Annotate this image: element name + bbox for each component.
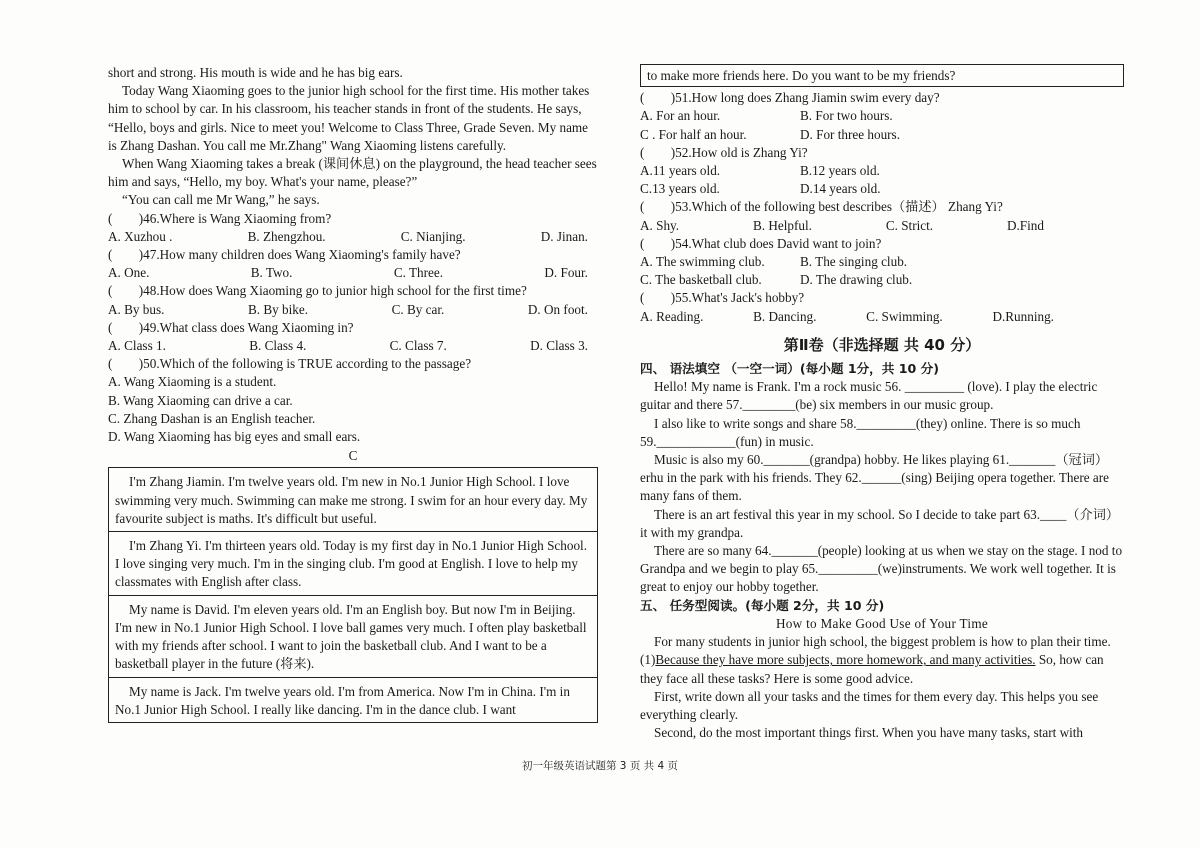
option: D. Jinan.	[540, 228, 588, 244]
option: B. Wang Xiaoming can drive a car.	[108, 392, 293, 408]
question-54-options	[640, 253, 1124, 271]
option: C . For half an hour.	[640, 126, 747, 142]
question-50: ( )50.Which of the following is TRUE according to the passage?	[108, 356, 472, 372]
option: C. Zhang Dashan is an English teacher.	[108, 410, 316, 426]
question-51-options	[640, 107, 1124, 125]
profile-box	[109, 678, 597, 723]
part-two-heading: 第Ⅱ卷（非选择题 共 40 分）	[783, 335, 981, 354]
option: A. Wang Xiaoming is a student.	[108, 374, 277, 390]
cloze-paragraph: I also like to write songs and share 58._________(they) online. There is so much 59.____________(fun) in music.	[640, 415, 1081, 449]
passage-paragraph: “You can call me Mr Wang,” he says.	[122, 192, 320, 208]
question-48-options	[108, 301, 598, 319]
question-53: ( )53.Which of the following best describes（描述） Zhang Yi?	[640, 199, 1003, 215]
left-column	[108, 64, 598, 723]
profile-box	[109, 596, 597, 678]
option: D.Find	[1006, 217, 1044, 233]
question-47: ( )47.How many children does Wang Xiaoming's family have?	[108, 247, 461, 263]
option: D. Four.	[544, 265, 588, 281]
question-52: ( )52.How old is Zhang Yi?	[640, 144, 808, 160]
option: C. Swimming.	[866, 308, 943, 324]
option: B. Class 4.	[249, 338, 307, 354]
option: A. By bus.	[108, 301, 165, 317]
question-46-options	[108, 228, 598, 246]
question-51: ( )51.How long does Zhang Jiamin swim every day?	[640, 90, 940, 106]
option: C. Class 7.	[389, 338, 447, 354]
question-54-options	[640, 271, 1124, 289]
right-column	[640, 64, 1124, 742]
option: C. The basketball club.	[640, 272, 762, 288]
option: B. Helpful.	[752, 217, 812, 233]
option: C. By car.	[391, 301, 445, 317]
section-five-heading: 五、 任务型阅读。(每小题 2分，共 10 分)	[640, 597, 885, 613]
cloze-paragraph: There are so many 64._______(people) looking at us when we stay on the stage. I nod to Grandpa and we begin to play 65._________(we)instruments. We work well together. It is great to enjoy our hobby together.	[640, 543, 1123, 595]
question-46: ( )46.Where is Wang Xiaoming from?	[108, 210, 332, 226]
option: A. Shy.	[640, 217, 680, 233]
cloze-paragraph: Music is also my 60._______(grandpa) hobby. He likes playing 61._______（冠词） erhu in the park with his friends. They 62.______(sing) Beijing opera together. There are many fans of them.	[640, 452, 1110, 504]
profile-text: My name is Jack. I'm twelve years old. I'm from America. Now I'm in China. I'm in No.1 Junior High School. I really like dancing. I'm in the dance club. I want	[115, 683, 570, 717]
section-four-heading: 四、 语法填空 （一空一词）(每小题 1分，共 10 分)	[640, 361, 940, 377]
option: C. Nianjing.	[400, 228, 466, 244]
option: D.14 years old.	[800, 181, 881, 197]
section-c-label: C	[348, 448, 358, 464]
option: B. Two.	[250, 265, 293, 281]
question-53-options	[640, 217, 1124, 235]
option: B. The singing club.	[800, 254, 908, 270]
option: A. Class 1.	[108, 338, 166, 354]
option: A. Xuzhou .	[108, 228, 173, 244]
underlined-sentence: Because they have more subjects, more homework, and many activities.	[655, 652, 1036, 668]
profile-text: to make more friends here. Do you want to be my friends?	[647, 68, 956, 83]
profile-box-continued	[640, 64, 1124, 87]
question-54: ( )54.What club does David want to join?	[640, 235, 882, 251]
option: D. The drawing club.	[800, 272, 913, 288]
question-48: ( )48.How does Wang Xiaoming go to junior high school for the first time?	[108, 283, 527, 299]
option: C. Three.	[393, 265, 444, 281]
profile-text: I'm Zhang Jiamin. I'm twelve years old. I'm new in No.1 Junior High School. I love swimming very much. Swimming can make me strong. I swim for an hour every day. My favourite subject is maths. It's difficult but useful.	[115, 474, 588, 526]
option: B. Zhengzhou.	[247, 228, 326, 244]
option: D. Class 3.	[530, 338, 588, 354]
option: D. On foot.	[527, 301, 588, 317]
option: C. Strict.	[885, 217, 934, 233]
reading-text: So, how can they face all these tasks? Here is some good advice.	[640, 652, 1104, 686]
reading-paragraph: Second, do the most important things first. When you have many tasks, start with	[654, 725, 1084, 741]
option: B. Dancing.	[753, 308, 817, 324]
question-49-options	[108, 337, 598, 355]
reading-paragraph: First, write down all your tasks and the times for them every day. This helps you see everything clearly.	[640, 688, 1099, 722]
question-52-options	[640, 180, 1124, 198]
question-52-options	[640, 162, 1124, 180]
question-51-options	[640, 126, 1124, 144]
option: A. Reading.	[640, 308, 704, 324]
cloze-paragraph: There is an art festival this year in my school. So I decide to take part 63.____（介词） it with my grandpa.	[640, 506, 1120, 540]
profile-boxes	[108, 467, 598, 722]
option: D. For three hours.	[800, 126, 900, 142]
option: B. For two hours.	[800, 108, 893, 124]
profile-text: My name is David. I'm eleven years old. I'm an English boy. But now I'm in Beijing. I'm new in No.1 Junior High School. I love ball games very much. I often play basketball with my friends after school. I want to join the basketball club. And I want to be a basketball player in the future (将来).	[115, 601, 587, 672]
page-footer: 初一年级英语试题第 3 页 共 4 页	[521, 760, 679, 772]
option: A. For an hour.	[640, 108, 721, 124]
option: D.Running.	[992, 308, 1054, 324]
question-49: ( )49.What class does Wang Xiaoming in?	[108, 319, 354, 335]
question-47-options	[108, 264, 598, 282]
option: B.12 years old.	[800, 163, 880, 179]
option: D. Wang Xiaoming has big eyes and small ears.	[108, 429, 361, 445]
profile-box	[109, 532, 597, 596]
passage-paragraph: When Wang Xiaoming takes a break (课间休息) on the playground, the head teacher sees him and says, “Hello, my boy. What's your name, please?”	[108, 156, 597, 190]
profile-text: I'm Zhang Yi. I'm thirteen years old. Today is my first day in No.1 Junior High School. I love singing very much. I'm in the singing club. I'm good at English. I love to help my classmates with English after class.	[115, 538, 588, 590]
question-55-options	[640, 308, 1124, 326]
option: A. The swimming club.	[640, 254, 765, 270]
reading-text: For many students in junior high school, the biggest problem is how to plan their time. (1)	[640, 634, 1111, 668]
profile-box	[109, 468, 597, 532]
passage-paragraph: Today Wang Xiaoming goes to the junior high school for the first time. His mother takes him to school by car. In his classroom, his teacher stands in front of the students. He says, “Hello, boys and girls. Nice to meet you! Welcome to Class Three, Grade Seven. My name is Zhang Dashan. You call me Mr.Zhang" Wang Xiaoming listens carefully.	[108, 83, 590, 153]
passage-line: short and strong. His mouth is wide and he has big ears.	[108, 65, 403, 80]
option: A. One.	[108, 265, 150, 281]
reading-title: How to Make Good Use of Your Time	[775, 615, 989, 631]
option: A.11 years old.	[640, 163, 721, 179]
option: C.13 years old.	[640, 181, 720, 197]
reading-paragraph	[640, 633, 1124, 688]
cloze-paragraph: Hello! My name is Frank. I'm a rock music 56. _________ (love). I play the electric guitar and there 57.________(be) six members in our music group.	[640, 379, 1098, 413]
option: B. By bike.	[247, 301, 309, 317]
question-55: ( )55.What's Jack's hobby?	[640, 290, 805, 306]
